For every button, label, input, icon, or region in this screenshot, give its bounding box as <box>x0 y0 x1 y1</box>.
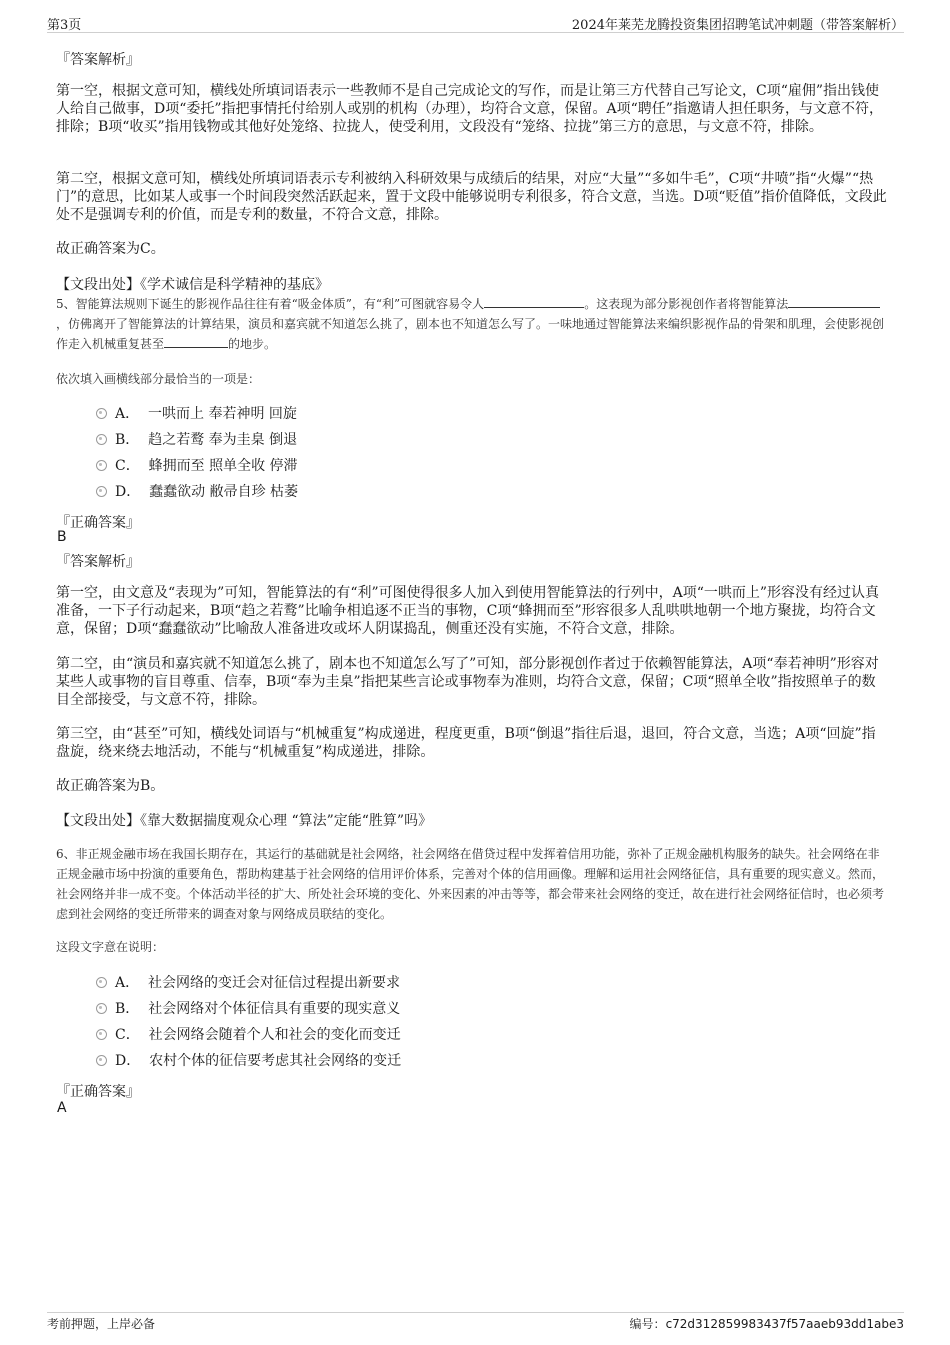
option-letter: D． <box>115 484 141 500</box>
q5-conclusion: 故正确答案为B。 <box>56 778 165 794</box>
q5-stem-part: 5、智能算法规则下诞生的影视作品往往有着“吸金体质”，有“利”可图就容易令人 <box>56 297 485 311</box>
q4-explain-label: 『答案解析』 <box>56 52 140 68</box>
document-title: 2024年莱芜龙腾投资集团招聘笔试冲刺题（带答案解析） <box>571 18 904 33</box>
q4-source <box>56 274 888 294</box>
option-text: 蠢蠢欲动 敝帚自珍 枯萎 <box>149 484 299 500</box>
page-number: 第3页 <box>47 18 82 33</box>
fill-blank-3 <box>164 335 228 348</box>
q5-option-c[interactable] <box>96 455 298 477</box>
option-text: 社会网络对个体征信具有重要的现实意义 <box>148 1001 401 1017</box>
q5-source <box>56 810 888 830</box>
q5-answer: B <box>57 529 67 545</box>
option-text: 一哄而上 奉若神明 回旋 <box>148 406 297 422</box>
q6-prompt: 这段文字意在说明： <box>56 940 165 954</box>
source-label: 【文段出处】 <box>56 277 140 293</box>
q5-option-a[interactable] <box>96 403 297 425</box>
q5-prompt: 依次填入画横线部分最恰当的一项是： <box>56 372 261 386</box>
q5-option-d[interactable] <box>96 481 298 503</box>
option-text: 趋之若鹜 奉为圭臬 倒退 <box>148 432 298 448</box>
q6-option-a[interactable] <box>96 972 400 994</box>
radio-icon[interactable] <box>96 408 107 419</box>
q5-explain-label: 『答案解析』 <box>56 554 140 570</box>
code-label: 编号： <box>629 1317 666 1331</box>
q5-explain-p3: 第三空，由“甚至”可知，横线处词语与“机械重复”构成递进，程度更重，B项“倒退”指往后退，退回，符合文意，当选；A项“回旋”指盘旋，绕来绕去地活动，不能与“机械重复”构成递进，排除。 <box>56 726 876 760</box>
q6-option-c[interactable] <box>96 1024 401 1046</box>
fill-blank-2 <box>788 295 880 308</box>
option-text: 社会网络会随着个人和社会的变化而变迁 <box>148 1027 401 1043</box>
option-text: 农村个体的征信要考虑其社会网络的变迁 <box>149 1053 402 1069</box>
fill-blank-1 <box>484 295 584 308</box>
q5-stem-part: 。这表现为部分影视创作者将智能算法 <box>584 297 789 311</box>
footer-slogan: 考前押题，上岸必备 <box>47 1317 156 1331</box>
radio-icon[interactable] <box>96 1029 107 1040</box>
option-text: 社会网络的变迁会对征信过程提出新要求 <box>148 975 401 991</box>
q6-stem: 6、非正规金融市场在我国长期存在，其运行的基础就是社会网络，社会网络在借贷过程中发挥着信用功能，弥补了正规金融机构服务的缺失。社会网络在非正规金融市场中扮演的重要角色，帮助构建基于社会网络的信用评价体系，完善对个体的信用画像。理解和运用社会网络征信，具有重要的现实意义。然而，社会网络并非一成不变。个体活动半径的扩大、所处社会环境的变化、外来因素的冲击等等，都会带来社会网络的变迁，故在进行社会网络征信时，也必须考虑到社会网络的变迁所带来的调查对象与网络成员联结的变化。 <box>56 847 885 921</box>
option-letter: B． <box>115 1001 140 1017</box>
option-letter: D． <box>115 1053 141 1069</box>
code-value: c72d312859983437f57aaeb93dd1abe3 <box>665 1317 904 1331</box>
source-title: 《学术诚信是科学精神的基底》 <box>140 277 329 293</box>
q6-option-d[interactable] <box>96 1050 401 1072</box>
q4-explain-p2: 第二空，根据文意可知，横线处所填词语表示专利被纳入科研效果与成绩后的结果，对应“大量”“多如牛毛”，C项“井喷”指“火爆”“热门”的意思，比如某人或事一个时间段突然活跃起来，置于文段中能够说明专利很多，符合文意，当选。D项“贬值”指价值降低，文段此处不是强调专利的价值，而是专利的数量，不符合文意，排除。 <box>56 171 887 223</box>
source-title: 《靠大数据揣度观众心理 “算法”定能“胜算”吗》 <box>140 813 433 829</box>
radio-icon[interactable] <box>96 1055 107 1066</box>
q5-option-b[interactable] <box>96 429 297 451</box>
source-label: 【文段出处】 <box>56 813 140 829</box>
page-header <box>47 10 904 33</box>
page-footer <box>47 1312 904 1331</box>
q5-stem-part: 的地步。 <box>228 337 277 351</box>
option-letter: B． <box>115 432 140 448</box>
q5-stem-part: ，仿佛离开了智能算法的计算结果，演员和嘉宾就不知道怎么挑了，剧本也不知道怎么写了。一味地通过智能算法来编织影视作品的骨架和肌理，会使影视创作走入机械重复甚至 <box>56 317 885 351</box>
option-letter: C． <box>115 1027 140 1043</box>
q4-explain-p1: 第一空，根据文意可知，横线处所填词语表示一些教师不是自己完成论文的写作，而是让第三方代替自己写论文，C项“雇佣”指出钱使人给自己做事，D项“委托”指把事情托付给别人或别的机构（办理），均符合文意，保留。A项“聘任”指邀请人担任职务，与文意不符，排除；B项“收买”指用钱物或其他好处笼络、拉拢人，使受利用，文段没有“笼络、拉拢”第三方的意思，与文意不符，排除。 <box>56 83 883 135</box>
option-letter: C． <box>115 458 140 474</box>
q6-answer-label: 『正确答案』 <box>56 1084 140 1100</box>
q5-explain-p2: 第二空，由“演员和嘉宾就不知道怎么挑了，剧本也不知道怎么写了”可知，部分影视创作者过于依赖智能算法，A项“奉若神明”形容对某些人或事物的盲目尊重、信奉，B项“奉为圭臬”指把某些言论或事物奉为准则，均符合文意，保留；C项“照单全收”指按照单子的数目全部接受，与文意不符，排除。 <box>56 656 879 708</box>
q6-answer: A <box>57 1100 67 1116</box>
radio-icon[interactable] <box>96 460 107 471</box>
q4-conclusion: 故正确答案为C。 <box>56 241 165 257</box>
option-letter: A． <box>115 975 140 991</box>
option-text: 蜂拥而至 照单全收 停滞 <box>148 458 298 474</box>
document-code <box>630 1315 904 1332</box>
q6-option-b[interactable] <box>96 998 400 1020</box>
radio-icon[interactable] <box>96 486 107 497</box>
q5-explain-p1: 第一空，由文意及“表现为”可知，智能算法的有“利”可图使得很多人加入到使用智能算法的行列中，A项“一哄而上”形容没有经过认真准备，一下子行动起来，B项“趋之若鹜”比喻争相追逐不正当的事物，C项“蜂拥而至”形容很多人乱哄哄地朝一个地方聚拢，均符合文意，保留；D项“蠢蠢欲动”比喻敌人准备进攻或坏人阴谋捣乱，侧重还没有实施，不符合文意，排除。 <box>56 585 880 637</box>
q5-stem <box>56 294 888 354</box>
radio-icon[interactable] <box>96 434 107 445</box>
radio-icon[interactable] <box>96 1003 107 1014</box>
radio-icon[interactable] <box>96 977 107 988</box>
option-letter: A． <box>115 406 140 422</box>
q5-answer-label: 『正确答案』 <box>56 515 140 531</box>
